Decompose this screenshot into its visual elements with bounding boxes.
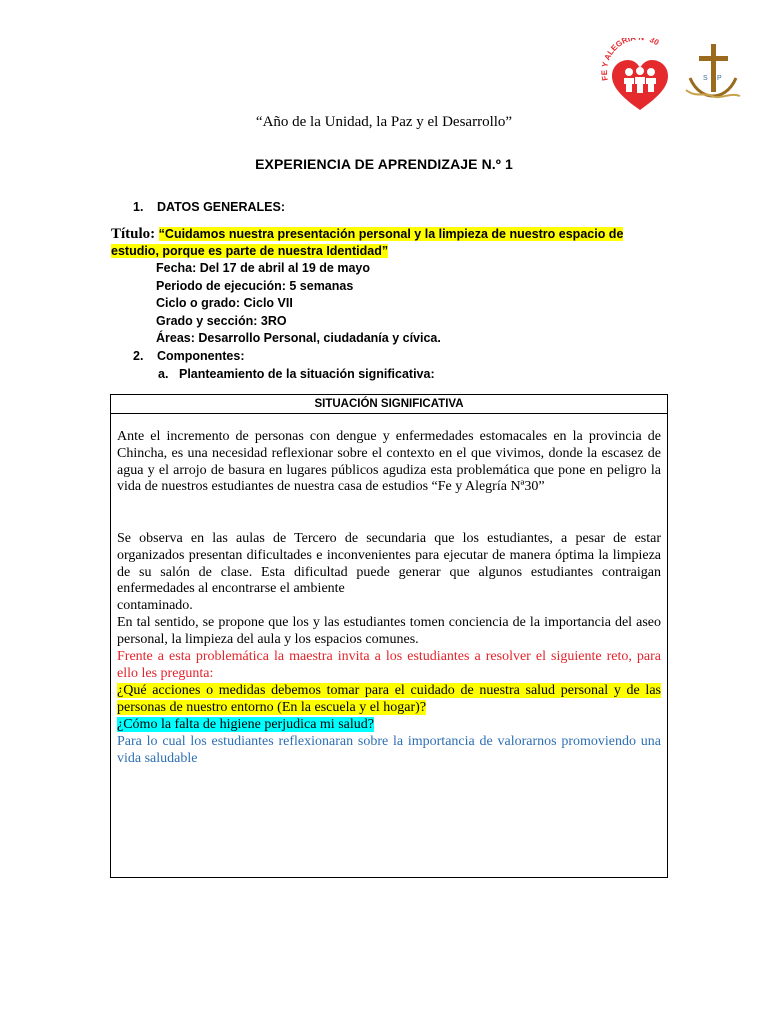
titulo-label: Título: [111,226,156,242]
areas-line: Áreas: Desarrollo Personal, ciudadanía y cívica. [156,331,441,345]
situacion-significativa-table [110,394,668,878]
cross-anchor-logo [684,40,742,102]
experience-title: EXPERIENCIA DE APRENDIZAJE N.º 1 [255,156,513,172]
fe-y-alegria-logo [600,38,680,114]
periodo-line: Periodo de ejecución: 5 semanas [156,279,354,293]
fecha-line: Fecha: Del 17 de abril al 19 de mayo [156,261,370,275]
grado-line: Grado y sección: 3RO [156,314,287,328]
svg-text:S: S [703,75,708,82]
situacion-paragraph-3: En tal sentido, se propone que los y las estudiantes tomen conciencia de la importancia del aseo personal, la limpieza del aula y los espacios comunes. [117,615,661,647]
logo-arc-text: FE Y ALEGRÍA º 30 [600,38,661,82]
pregunta-1 [117,683,661,717]
titulo-value: “Cuidamos nuestra presentación personal y la limpieza de nuestro espacio de estudio, porque es parte de nuestra Identidad” [111,227,624,258]
situacion-paragraph-2-cont: contaminado. [117,598,193,613]
pregunta-2 [117,717,661,734]
situacion-header: SITUACIÓN SIGNIFICATIVA [111,395,667,414]
motto-line: “Año de la Unidad, la Paz y el Desarrollo” [255,114,513,130]
section-2-label: Componentes: [157,349,245,363]
situacion-paragraph-2: Se observa en las aulas de Tercero de secundaria que los estudiantes, a pesar de estar organizados presentan dificultades e inconvenientes para ejecutar de manera óptima la limpieza de su salón de clase. Esta dificultad puede generar que algunos estudiantes contraigan enfermedades al encontrarse el ambiente [117,531,661,597]
situacion-paragraph-5: Para lo cual los estudiantes reflexionaran sobre la importancia de valorarnos promoviendo una vida saludable [117,734,661,766]
section-1-number: 1. [133,200,144,214]
pregunta-2-text: ¿Cómo la falta de higiene perjudica mi salud? [117,717,374,732]
section-2a-label: Planteamiento de la situación significativa: [179,367,435,381]
titulo-block [111,226,671,260]
section-2-number: 2. [133,349,144,363]
situacion-paragraph-1: Ante el incremento de personas con dengue y enfermedades estomacales en la provincia de Chincha, es una necesidad reflexionar sobre el contexto en el que vivimos, donde la escasez de agua y el arrojo de basura en lugares públicos agudiza esta problemática que pone en peligro la vida de nuestros estudiantes de nuestra casa de estudios “Fe y Alegría Nª30” [117,429,661,495]
cross-anchor-icon [684,40,742,102]
section-1-label: DATOS GENERALES: [157,200,286,214]
svg-text:P: P [717,75,722,82]
situacion-paragraph-4: Frente a esta problemática la maestra invita a los estudiantes a resolver el siguiente reto, para ello les pregunta: [117,649,661,681]
ciclo-line: Ciclo o grado: Ciclo VII [156,296,293,310]
heart-logo-icon [600,38,680,114]
section-2a-letter: a. [158,367,169,381]
pregunta-1-text: ¿Qué acciones o medidas debemos tomar para el cuidado de nuestra salud personal y de las personas de nuestro entorno (En la escuela y el hogar)? [117,683,661,715]
